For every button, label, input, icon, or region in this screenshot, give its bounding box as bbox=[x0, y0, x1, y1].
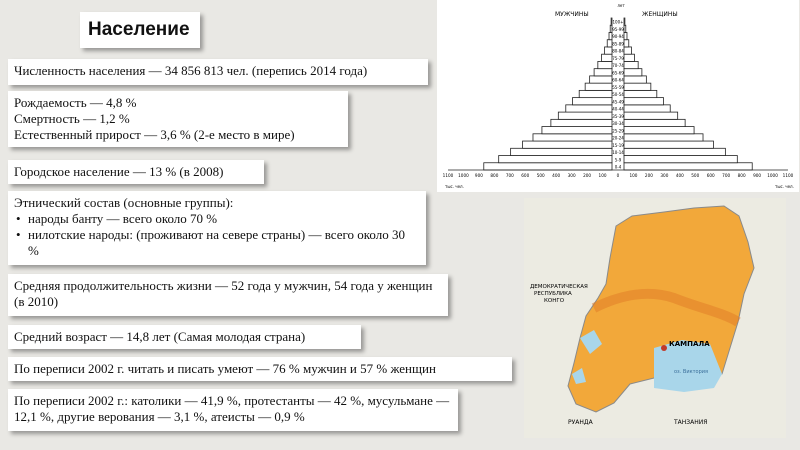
x-tick-label: 100 bbox=[598, 173, 607, 178]
female-bar bbox=[624, 134, 703, 141]
age-group-label: 35-39 bbox=[612, 113, 624, 119]
population-pyramid bbox=[437, 0, 799, 192]
rwanda-label: РУАНДА bbox=[568, 419, 593, 426]
male-bar bbox=[598, 61, 612, 68]
x-tick-label: 900 bbox=[753, 173, 762, 178]
age-group-label: 50-54 bbox=[612, 92, 624, 98]
male-bar bbox=[511, 148, 612, 155]
female-bar bbox=[624, 105, 670, 112]
x-tick-label: 800 bbox=[490, 173, 499, 178]
age-group-label: 45-49 bbox=[612, 99, 624, 105]
median-age-text: Средний возраст — 14,8 лет (Самая молодая страна) bbox=[14, 329, 306, 344]
female-bar bbox=[624, 83, 651, 90]
age-group-label: 75-79 bbox=[612, 55, 624, 61]
female-bar bbox=[624, 47, 631, 54]
literacy-card bbox=[8, 357, 512, 381]
male-bar bbox=[572, 98, 612, 105]
female-bar bbox=[624, 32, 627, 39]
x-tick-label: 900 bbox=[474, 173, 483, 178]
age-group-label: 5-9 bbox=[614, 157, 622, 163]
male-bar bbox=[594, 69, 612, 76]
age-group-label: 10-14 bbox=[612, 150, 624, 156]
female-bar bbox=[624, 61, 638, 68]
capital-marker bbox=[661, 345, 667, 351]
male-bar bbox=[602, 54, 612, 61]
female-bar bbox=[624, 98, 664, 105]
age-group-label: 55-59 bbox=[612, 84, 624, 90]
x-unit-label-left: тыс. чел. bbox=[445, 184, 464, 189]
x-tick-label: 400 bbox=[675, 173, 684, 178]
natural-growth-text: Естественный прирост — 3,6 % (2-е место в мире) bbox=[14, 127, 295, 142]
x-tick-label: 500 bbox=[691, 173, 700, 178]
age-group-label: 85-89 bbox=[612, 41, 624, 47]
x-tick-label: 1100 bbox=[782, 173, 794, 178]
x-unit-label-right: тыс. чел. bbox=[775, 184, 794, 189]
female-bar bbox=[624, 163, 752, 170]
male-bar bbox=[499, 156, 612, 163]
male-label: МУЖЧИНЫ bbox=[555, 11, 589, 18]
life-expectancy-card bbox=[8, 274, 448, 316]
female-label: ЖЕНЩИНЫ bbox=[642, 11, 678, 18]
female-bar bbox=[624, 127, 694, 134]
female-bar bbox=[624, 54, 634, 61]
age-group-label: 80-84 bbox=[612, 48, 624, 54]
x-tick-label: 400 bbox=[552, 173, 561, 178]
male-bar bbox=[590, 76, 612, 83]
female-bar bbox=[624, 40, 629, 47]
tanzania-label: ТАНЗАНИЯ bbox=[674, 419, 708, 426]
female-bar bbox=[624, 119, 685, 126]
female-bar bbox=[624, 141, 713, 148]
life-expectancy-text: Средняя продолжительность жизни — 52 года у мужчин, 54 года у женщин (в 2010) bbox=[14, 278, 433, 309]
vital-stats-card bbox=[8, 91, 348, 147]
female-bar bbox=[624, 90, 657, 97]
ethnic-item-bantu: • народы банту — всего около 70 % bbox=[28, 211, 420, 227]
x-tick-label: 300 bbox=[660, 173, 669, 178]
female-bar bbox=[624, 112, 678, 119]
male-bar bbox=[558, 112, 612, 119]
religion-text: По переписи 2002 г.: католики — 41,9 %, протестанты — 42 %, мусульмане — 12,1 %, другие верования — 3,1 %, атеисты — 0,9 % bbox=[14, 393, 450, 424]
x-tick-label: 600 bbox=[521, 173, 530, 178]
x-tick-label: 1000 bbox=[458, 173, 469, 178]
ethnic-card bbox=[8, 191, 426, 265]
birth-rate-text: Рождаемость — 4,8 % bbox=[14, 95, 137, 110]
male-bar bbox=[605, 47, 612, 54]
female-bar bbox=[624, 18, 625, 25]
age-group-label: 70-74 bbox=[612, 63, 624, 69]
age-group-label: 25-29 bbox=[612, 128, 624, 134]
literacy-text: По переписи 2002 г. читать и писать умеют — 76 % мужчин и 57 % женщин bbox=[14, 361, 436, 376]
age-group-label: 95-99 bbox=[612, 26, 624, 32]
religion-card bbox=[8, 389, 458, 431]
x-tick-label: 1100 bbox=[442, 173, 454, 178]
uganda-map bbox=[524, 198, 786, 438]
female-bar bbox=[624, 76, 646, 83]
x-tick-label: 1000 bbox=[767, 173, 778, 178]
x-tick-label: 0 bbox=[616, 173, 620, 178]
pyramid-chart bbox=[437, 0, 799, 192]
urban-card bbox=[8, 160, 264, 184]
male-bar bbox=[542, 127, 612, 134]
male-bar bbox=[533, 134, 612, 141]
ethnic-list bbox=[14, 211, 420, 259]
x-tick-label: 200 bbox=[644, 173, 653, 178]
x-tick-label: 700 bbox=[722, 173, 731, 178]
female-bar bbox=[624, 25, 626, 32]
x-tick-label: 500 bbox=[536, 173, 545, 178]
male-bar bbox=[523, 141, 612, 148]
population-card bbox=[8, 59, 428, 85]
ethnic-title: Этнический состав (основные группы): bbox=[14, 195, 234, 210]
lake-victoria-label: оз. Виктория bbox=[674, 369, 708, 375]
male-bar bbox=[484, 163, 612, 170]
age-group-label: 65-69 bbox=[612, 70, 624, 76]
death-rate-text: Смертность — 1,2 % bbox=[14, 111, 130, 126]
age-group-label: 100+ bbox=[612, 19, 624, 25]
female-bar bbox=[624, 156, 737, 163]
x-tick-label: 600 bbox=[706, 173, 715, 178]
map-svg bbox=[524, 198, 786, 438]
x-tick-label: 200 bbox=[583, 173, 592, 178]
x-tick-label: 300 bbox=[567, 173, 576, 178]
ethnic-item-nilotic: • нилотские народы: (проживают на севере страны) — всего около 30 % bbox=[28, 227, 418, 259]
urban-text: Городское население — 13 % (в 2008) bbox=[14, 164, 224, 179]
age-group-label: 20-24 bbox=[612, 135, 624, 141]
age-group-label: 40-44 bbox=[612, 106, 624, 112]
age-unit-label: лет bbox=[617, 3, 625, 8]
male-bar bbox=[566, 105, 612, 112]
page-title: Население bbox=[80, 12, 200, 48]
population-text: Численность населения — 34 856 813 чел. (перепись 2014 года) bbox=[14, 63, 368, 78]
age-group-label: 0-4 bbox=[614, 164, 622, 170]
x-tick-label: 800 bbox=[737, 173, 746, 178]
male-bar bbox=[585, 83, 612, 90]
male-bar bbox=[579, 90, 612, 97]
age-group-label: 60-64 bbox=[612, 77, 624, 83]
x-tick-label: 700 bbox=[505, 173, 514, 178]
drc-label: ДЕМОКРАТИЧЕСКАЯ РЕСПУБЛИКА КОНГО bbox=[530, 284, 588, 304]
female-bar bbox=[624, 69, 642, 76]
age-group-label: 15-19 bbox=[612, 142, 624, 148]
age-group-label: 90-94 bbox=[612, 34, 624, 40]
capital-label: КАМПАЛА bbox=[669, 340, 710, 348]
age-group-label: 30-34 bbox=[612, 121, 624, 127]
x-tick-label: 100 bbox=[629, 173, 638, 178]
male-bar bbox=[551, 119, 612, 126]
median-age-card bbox=[8, 325, 361, 349]
female-bar bbox=[624, 148, 725, 155]
